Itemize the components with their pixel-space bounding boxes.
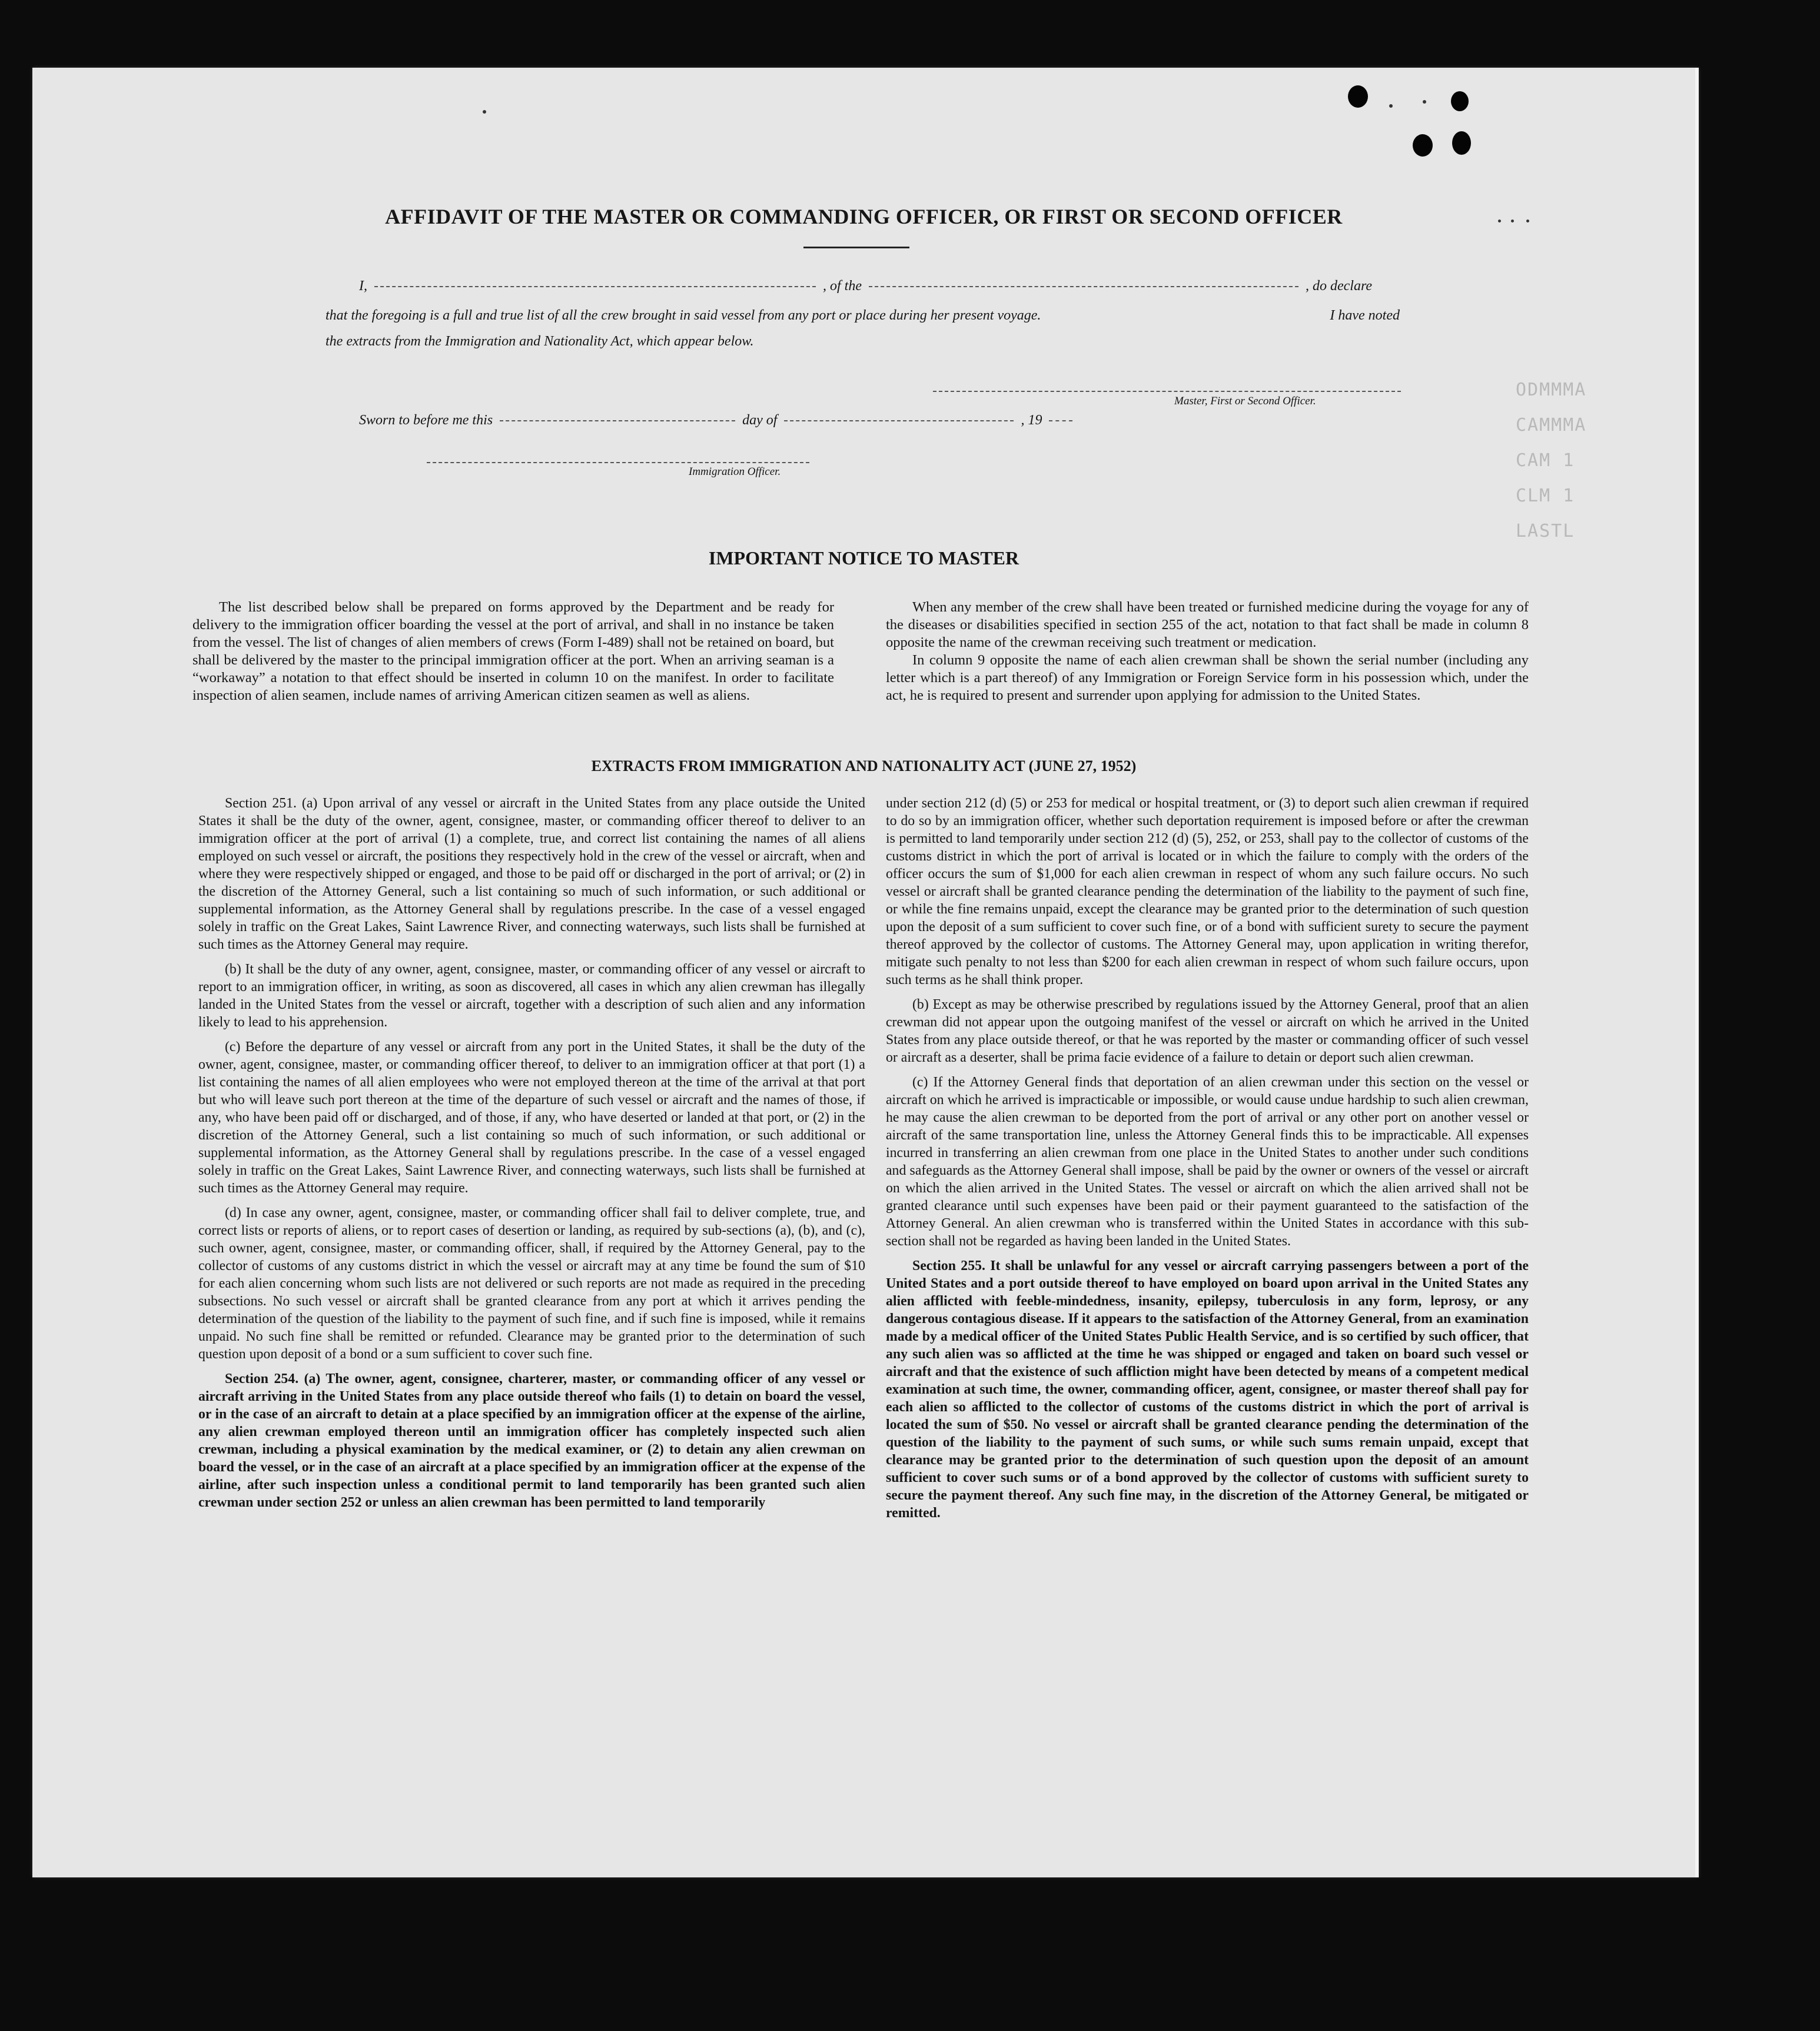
name-blank-field[interactable] <box>374 286 816 287</box>
statute-paragraph: (b) It shall be the duty of any owner, agent, consignee, master, or commanding officer of any vessel or aircraft to report to an immigration officer, in writing, as soon as discovered, all cases in which any alien crewman has illegally landed in the United States from the vessel or aircraft, together with a description of such alien and any information likely to lead to his apprehension. <box>198 962 865 1030</box>
extracts-left-column <box>198 795 865 1511</box>
sworn-day-field[interactable] <box>500 420 735 421</box>
statute-paragraph: Section 255. It shall be unlawful for any vessel or aircraft carrying passengers between a port of the United States and a port outside thereof to have employed on board upon arrival in the United States any alien afflicted with feeble-mindedness, insanity, epilepsy, tuberculosis in any form, leprosy, or any dangerous contagious disease. If it appears to the satisfaction of the Attorney General, from an examination made by a medical officer of the United States Public Health Service, and is so certified by such officer, that any such alien was so afflicted at the time he was shipped or engaged and taken on board such vessel or aircraft and that the existence of such affliction might have been detected by means of a competent medical examination at such time, the owner, commanding officer, agent, consignee, or master thereof shall pay for each alien so afflicted to the collector of customs of the customs district in which the port of arrival is located the sum of $50. No vessel or aircraft shall be granted clearance pending the determination of the question of the liability to the payment of such sums, or while such sums remain unpaid, except that clearance may be granted prior to the determination of such question upon the deposit of an amount sufficient to cover such sums or of a bond approved by the collector of customs with sufficient surety to secure the payment thereof. Any such fine may, in the discretion of the Attorney General, be mitigated or remitted. <box>886 1258 1529 1521</box>
title-divider <box>803 247 909 248</box>
notice-right-column <box>886 599 1529 704</box>
day-of-label: day of <box>742 413 778 428</box>
do-declare-label: , do declare <box>1306 278 1373 294</box>
master-signature-line[interactable] <box>933 391 1401 392</box>
speck <box>1389 104 1393 108</box>
sworn-year-field[interactable] <box>1049 420 1072 421</box>
notice-title: IMPORTANT NOTICE TO MASTER <box>708 547 1019 569</box>
statute-paragraph: (c) Before the departure of any vessel or aircraft from any port in the United States, it shall be the duty of the owner, agent, consignee, master, or commanding officer thereof, to deliver to an immigration officer at that port (1) a list containing the names of all alien employees who were not employed thereon at the time of the arrival at that port but who will leave such port thereon at the time of the departure of such vessel or aircraft and the names of those, if any, who have been paid off or discharged, and of those, if any, who have deserted or landed at that port, or (2) in the discretion of the Attorney General, such a list containing so much of such information, or such additional or supplemental information, as the Attorney General shall by regulations prescribe. In the case of a vessel engaged solely in traffic on the Great Lakes, Saint Lawrence River, and connecting waterways, such lists shall be furnished at such times as the Attorney General may require. <box>198 1039 865 1196</box>
declaration-line-2-text: that the foregoing is a full and true list of all the crew brought in said vessel from any port or place during her present voyage. <box>326 308 1041 323</box>
speck <box>483 110 486 114</box>
statute-paragraph: (c) If the Attorney General finds that deportation of an alien crewman under this section on the vessel or aircraft on which he arrived is impracticable or impossible, or would cause undue hardship to such alien crewman, he may cause the alien crewman to be deported from the port of arrival or any other port on another vessel or aircraft of the same transportation line, unless the Attorney General finds this to be impracticable. All expenses incurred in transferring an alien crewman from one place in the United States to another under such conditions and safeguards as the Attorney General shall impose, shall be paid by the owner or owners of the vessel or aircraft on which the alien arrived in the United States. The vessel or aircraft on which the alien arrived shall not be granted clearance until such expenses have been paid or their payment guaranteed to the satisfaction of the Attorney General. An alien crewman who is transferred within the United States in accordance with this sub-section shall not be regarded as having been landed in the United States. <box>886 1075 1529 1249</box>
vessel-blank-field[interactable] <box>869 286 1298 287</box>
master-signature-label: Master, First or Second Officer. <box>1174 395 1316 407</box>
notice-paragraph: The list described below shall be prepared on forms approved by the Department and be ready for delivery to the immigration officer boarding the vessel at the port of arrival, and shall in no instance be taken from the vessel. The list of changes of alien members of crews (Form I-489) shall not be retained on board, but shall be delivered by the master to the principal immigration officer at the port. When an arriving seaman is a “workaway” a notation to that effect should be inserted in column 10 on the manifest. In order to facilitate inspection of alien seamen, include names of arriving American citizen seamen as well as aliens. <box>192 599 834 703</box>
immigration-officer-signature-line[interactable] <box>427 462 809 463</box>
document-page <box>32 68 1699 1877</box>
bleed-through-mark: LASTL <box>1516 521 1575 541</box>
statute-paragraph: Section 254. (a) The owner, agent, consignee, charterer, master, or commanding officer of any vessel or aircraft arriving in the United States from any place outside thereof who fails (1) to detain on board the vessel, or in the case of an aircraft to detain at a place specified by an immigration officer at the expense of the airline, any alien crewman employed thereon until an immigration officer has completely inspected such alien crewman, including a physical examination by the medical examiner, or (2) to detain any alien crewman on board the vessel, or in the case of an aircraft at a place specified by an immigration officer at the expense of the airline, after such inspection unless a conditional permit to land temporarily has been granted such alien crewman under section 252 or unless an alien crewman has been permitted to land temporarily <box>198 1371 865 1510</box>
speck <box>1423 100 1426 104</box>
declaration-line-3-text: the extracts from the Immigration and Nationality Act, which appear below. <box>326 334 754 349</box>
notice-left-column <box>192 599 834 704</box>
bleed-through-mark: CAMMMA <box>1516 415 1587 436</box>
year-prefix: , 19 <box>1021 413 1042 428</box>
bleed-through-mark: CLM 1 <box>1516 486 1575 506</box>
punch-hole <box>1413 134 1433 157</box>
declaration-noted: I have noted <box>1330 308 1400 323</box>
statute-paragraph: under section 212 (d) (5) or 253 for medical or hospital treatment, or (3) to deport such alien crewman if required to do so by an immigration officer, whether such deportation requirement is imposed before or after the crewman is permitted to land temporarily under section 212 (d) (5), 252, or 253, shall pay to the collector of customs of the customs district in which the port of arrival is located or in which the failure to comply with the orders of the officer occurs the sum of $1,000 for each alien crewman in respect of whom any such failure occurs. No such vessel or aircraft shall be granted clearance pending the determination of the liability to the payment of such fine, or while the fine remains unpaid, except the clearance may be granted prior to the determination of such question upon the deposit of a sum sufficient to cover such fine, or of a bond with sufficient surety to secure the payment thereof approved by the collector of customs. The Attorney General may, upon application in writing therefor, mitigate such penalty to not less than $200 for each alien crewman in respect of whom such failure occurs, upon such terms as he shall think proper. <box>886 796 1529 988</box>
statute-paragraph: (b) Except as may be otherwise prescribed by regulations issued by the Attorney General, proof that an alien crewman did not appear upon the outgoing manifest of the vessel or aircraft on which he arrived in the United States from any place outside thereof, or that he was reported by the master or commanding officer of such vessel or aircraft as a deserter, shall be prima facie evidence of a failure to detain or deport such alien crewman. <box>886 997 1529 1065</box>
bleed-through-mark: CAM 1 <box>1516 450 1575 471</box>
declaration-line-3 <box>326 334 753 350</box>
immigration-officer-label: Immigration Officer. <box>689 466 781 478</box>
sworn-line <box>359 413 1076 428</box>
affidavit-title: AFFIDAVIT OF THE MASTER OR COMMANDING OFFICER, OR FIRST OR SECOND OFFICER <box>385 205 1343 228</box>
punch-hole <box>1348 85 1368 108</box>
declaration-line-2 <box>326 308 1400 324</box>
declaration-start: I, <box>359 278 367 294</box>
extracts-title: EXTRACTS FROM IMMIGRATION AND NATIONALITY ACT (JUNE 27, 1952) <box>591 757 1137 774</box>
bleed-through-mark: ODMMMA <box>1516 380 1587 400</box>
statute-paragraph: (d) In case any owner, agent, consignee, master, or commanding officer shall fail to deliver complete, true, and correct lists or reports of aliens, or to report cases of desertion or landing, as required by sub-sections (a), (b), and (c), such owner, agent, consignee, master, or commanding officer, shall, if required by the Attorney General, pay to the collector of customs of any customs district in which the vessel or aircraft may at any time be found the sum of $10 for each alien concerning whom such lists are not delivered or such reports are not made as required in the preceding subsections. No such vessel or aircraft shall be granted clearance from any port at which it arrives pending the determination of the question of the liability to the payment of such fine, and if such fine is imposed, while it remains unpaid. No such fine shall be remitted or refunded. Clearance may be granted prior to the determination of such question upon deposit of a bond or a sum sufficient to cover such fine. <box>198 1205 865 1362</box>
notice-paragraph: In column 9 opposite the name of each alien crewman shall be shown the serial number (including any letter which is a part thereof) of any Immigration or Foreign Service form in his possession which, under the act, he is required to present and surrender upon applying for admission to the United States. <box>886 652 1529 703</box>
punch-hole <box>1451 91 1469 111</box>
punch-hole <box>1452 131 1471 155</box>
statute-paragraph: Section 251. (a) Upon arrival of any vessel or aircraft in the United States from any place outside the United States it shall be the duty of the owner, agent, consignee, master, or commanding officer thereof to deliver to an immigration officer at the port of arrival (1) a complete, true, and correct list containing the names of all aliens employed on such vessel or aircraft, the positions they respectively hold in the crew of the vessel or aircraft, when and where they were respectively shipped or engaged, and those to be paid off or discharged in the port of arrival; or (2) in the discretion of the Attorney General, such a list containing so much of such information, or such additional or supplemental information, as the Attorney General shall by regulations prescribe. In the case of a vessel engaged solely in traffic on the Great Lakes, Saint Lawrence River, and connecting waterways, such lists shall be furnished at such times as the Attorney General may require. <box>198 796 865 952</box>
declaration-line-1 <box>359 278 1372 294</box>
extracts-right-column <box>886 795 1529 1522</box>
sworn-label: Sworn to before me this <box>359 413 493 428</box>
of-the-label: , of the <box>823 278 862 294</box>
notice-paragraph: When any member of the crew shall have been treated or furnished medicine during the voyage for any of the diseases or disabilities specified in section 255 of the act, notation to that fact shall be made in column 8 opposite the name of the crewman receiving such treatment or medication. <box>886 599 1529 650</box>
sworn-month-field[interactable] <box>784 420 1014 421</box>
